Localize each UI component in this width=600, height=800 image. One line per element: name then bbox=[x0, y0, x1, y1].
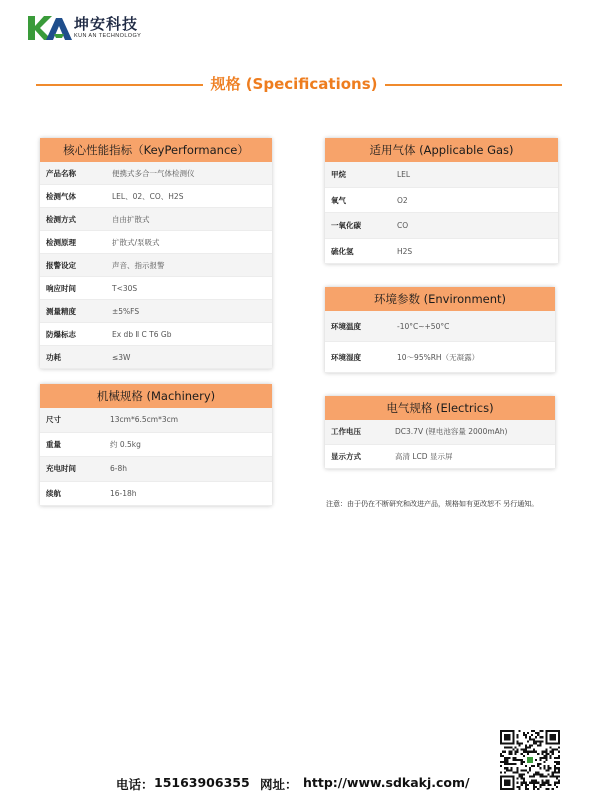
spec-rows bbox=[40, 408, 272, 506]
spec-row bbox=[325, 445, 555, 470]
applicable-gas-card bbox=[325, 138, 558, 264]
spec-value: CO bbox=[397, 221, 409, 230]
spec-label: 环境温度 bbox=[331, 322, 361, 331]
website-link[interactable]: http://www.sdkakj.com/ bbox=[303, 775, 470, 790]
spec-rows bbox=[325, 311, 555, 373]
spec-value: 16-18h bbox=[110, 488, 137, 498]
spec-value: 便携式多合一气体检测仪 bbox=[112, 169, 195, 178]
spec-value: O2 bbox=[397, 195, 408, 205]
spec-label: 检测气体 bbox=[46, 192, 76, 201]
spec-value: 扩散式/泵吸式 bbox=[112, 238, 160, 247]
disclaimer-note: 注意：由于仍在不断研究和改进产品，规格如有更改恕不 另行通知。 bbox=[326, 500, 539, 508]
spec-label: 续航 bbox=[46, 488, 61, 498]
specifications-heading bbox=[0, 73, 600, 95]
spec-row bbox=[40, 457, 272, 482]
spec-label: 充电时间 bbox=[46, 464, 76, 473]
card-title: 适用气体 (Applicable Gas) bbox=[325, 138, 558, 162]
spec-label: 检测原理 bbox=[46, 238, 76, 247]
card-title: 电气规格 (Electrics) bbox=[325, 396, 555, 420]
spec-value: 10～95%RH（无凝露） bbox=[397, 353, 480, 362]
spec-row bbox=[40, 254, 272, 277]
spec-label: 硫化氢 bbox=[331, 246, 354, 256]
spec-label: 重量 bbox=[46, 439, 61, 449]
specifications-title: 规格 (Specifications) bbox=[210, 75, 378, 93]
heading-rule-right bbox=[385, 84, 562, 86]
spec-row bbox=[40, 433, 272, 458]
spec-value: LEL bbox=[397, 170, 411, 179]
spec-label: 环境湿度 bbox=[331, 353, 361, 362]
spec-rows bbox=[325, 162, 558, 264]
heading-rule-left bbox=[36, 84, 203, 86]
brand-name-en: KUN AN TECHNOLOGY bbox=[74, 33, 142, 39]
key-performance-card bbox=[40, 138, 272, 369]
spec-value: 高清 LCD 显示屏 bbox=[395, 451, 453, 461]
spec-row bbox=[325, 162, 558, 188]
spec-row bbox=[40, 323, 272, 346]
spec-label: 产品名称 bbox=[46, 169, 76, 178]
spec-row bbox=[40, 300, 272, 323]
spec-row bbox=[325, 342, 555, 373]
brand-name-cn: 坤安科技 bbox=[74, 15, 139, 33]
spec-value: 6-8h bbox=[110, 464, 128, 473]
spec-value: 13cm*6.5cm*3cm bbox=[110, 415, 179, 424]
spec-row bbox=[325, 188, 558, 214]
spec-label: 报警设定 bbox=[46, 261, 76, 270]
spec-value: ±5%FS bbox=[112, 307, 140, 316]
spec-row bbox=[40, 162, 272, 185]
spec-row bbox=[325, 213, 558, 239]
contact-footer bbox=[0, 775, 600, 795]
spec-label: 工作电压 bbox=[331, 427, 361, 436]
spec-rows bbox=[40, 162, 272, 369]
spec-row bbox=[40, 346, 272, 369]
spec-value: -10°C~+50°C bbox=[397, 322, 450, 331]
card-title: 机械规格 (Machinery) bbox=[40, 384, 272, 408]
electrics-card bbox=[325, 396, 555, 469]
spec-row bbox=[40, 408, 272, 433]
spec-value: DC3.7V (锂电池容量 2000mAh) bbox=[395, 427, 508, 436]
spec-label: 检测方式 bbox=[46, 215, 76, 224]
company-logo bbox=[26, 12, 176, 44]
card-title: 环境参数 (Environment) bbox=[325, 287, 555, 311]
spec-row bbox=[40, 277, 272, 300]
spec-row bbox=[40, 482, 272, 507]
spec-row bbox=[40, 185, 272, 208]
spec-label: 尺寸 bbox=[46, 415, 61, 424]
machinery-card bbox=[40, 384, 272, 506]
spec-row bbox=[40, 231, 272, 254]
environment-card bbox=[325, 287, 555, 373]
spec-label: 测量精度 bbox=[46, 307, 76, 316]
spec-row bbox=[325, 239, 558, 265]
spec-row bbox=[40, 208, 272, 231]
spec-label: 显示方式 bbox=[331, 451, 361, 461]
spec-value: LEL、02、CO、H2S bbox=[112, 192, 184, 201]
spec-value: T<30S bbox=[112, 284, 138, 293]
spec-row bbox=[325, 420, 555, 445]
spec-label: 响应时间 bbox=[46, 284, 76, 293]
spec-value: ≤3W bbox=[112, 353, 131, 362]
phone-number[interactable]: 15163906355 bbox=[154, 775, 250, 790]
card-title: 核心性能指标（KeyPerformance） bbox=[40, 138, 272, 162]
spec-label: 功耗 bbox=[46, 353, 61, 362]
spec-row bbox=[325, 311, 555, 342]
spec-value: 声音、指示报警 bbox=[112, 261, 165, 270]
spec-label: 防爆标志 bbox=[46, 330, 76, 339]
spec-label: 甲烷 bbox=[331, 170, 346, 179]
spec-rows bbox=[325, 420, 555, 469]
spec-value: Ex db Ⅱ C T6 Gb bbox=[112, 330, 172, 339]
spec-value: H2S bbox=[397, 246, 413, 256]
kunan-logo-icon bbox=[26, 14, 72, 42]
phone-label: 电话： bbox=[116, 777, 154, 792]
website-label: 网址： bbox=[260, 777, 298, 792]
spec-value: 约 0.5kg bbox=[110, 439, 141, 449]
spec-value: 自由扩散式 bbox=[112, 215, 150, 224]
spec-label: 氧气 bbox=[331, 195, 346, 205]
spec-label: 一氧化碳 bbox=[331, 221, 361, 230]
